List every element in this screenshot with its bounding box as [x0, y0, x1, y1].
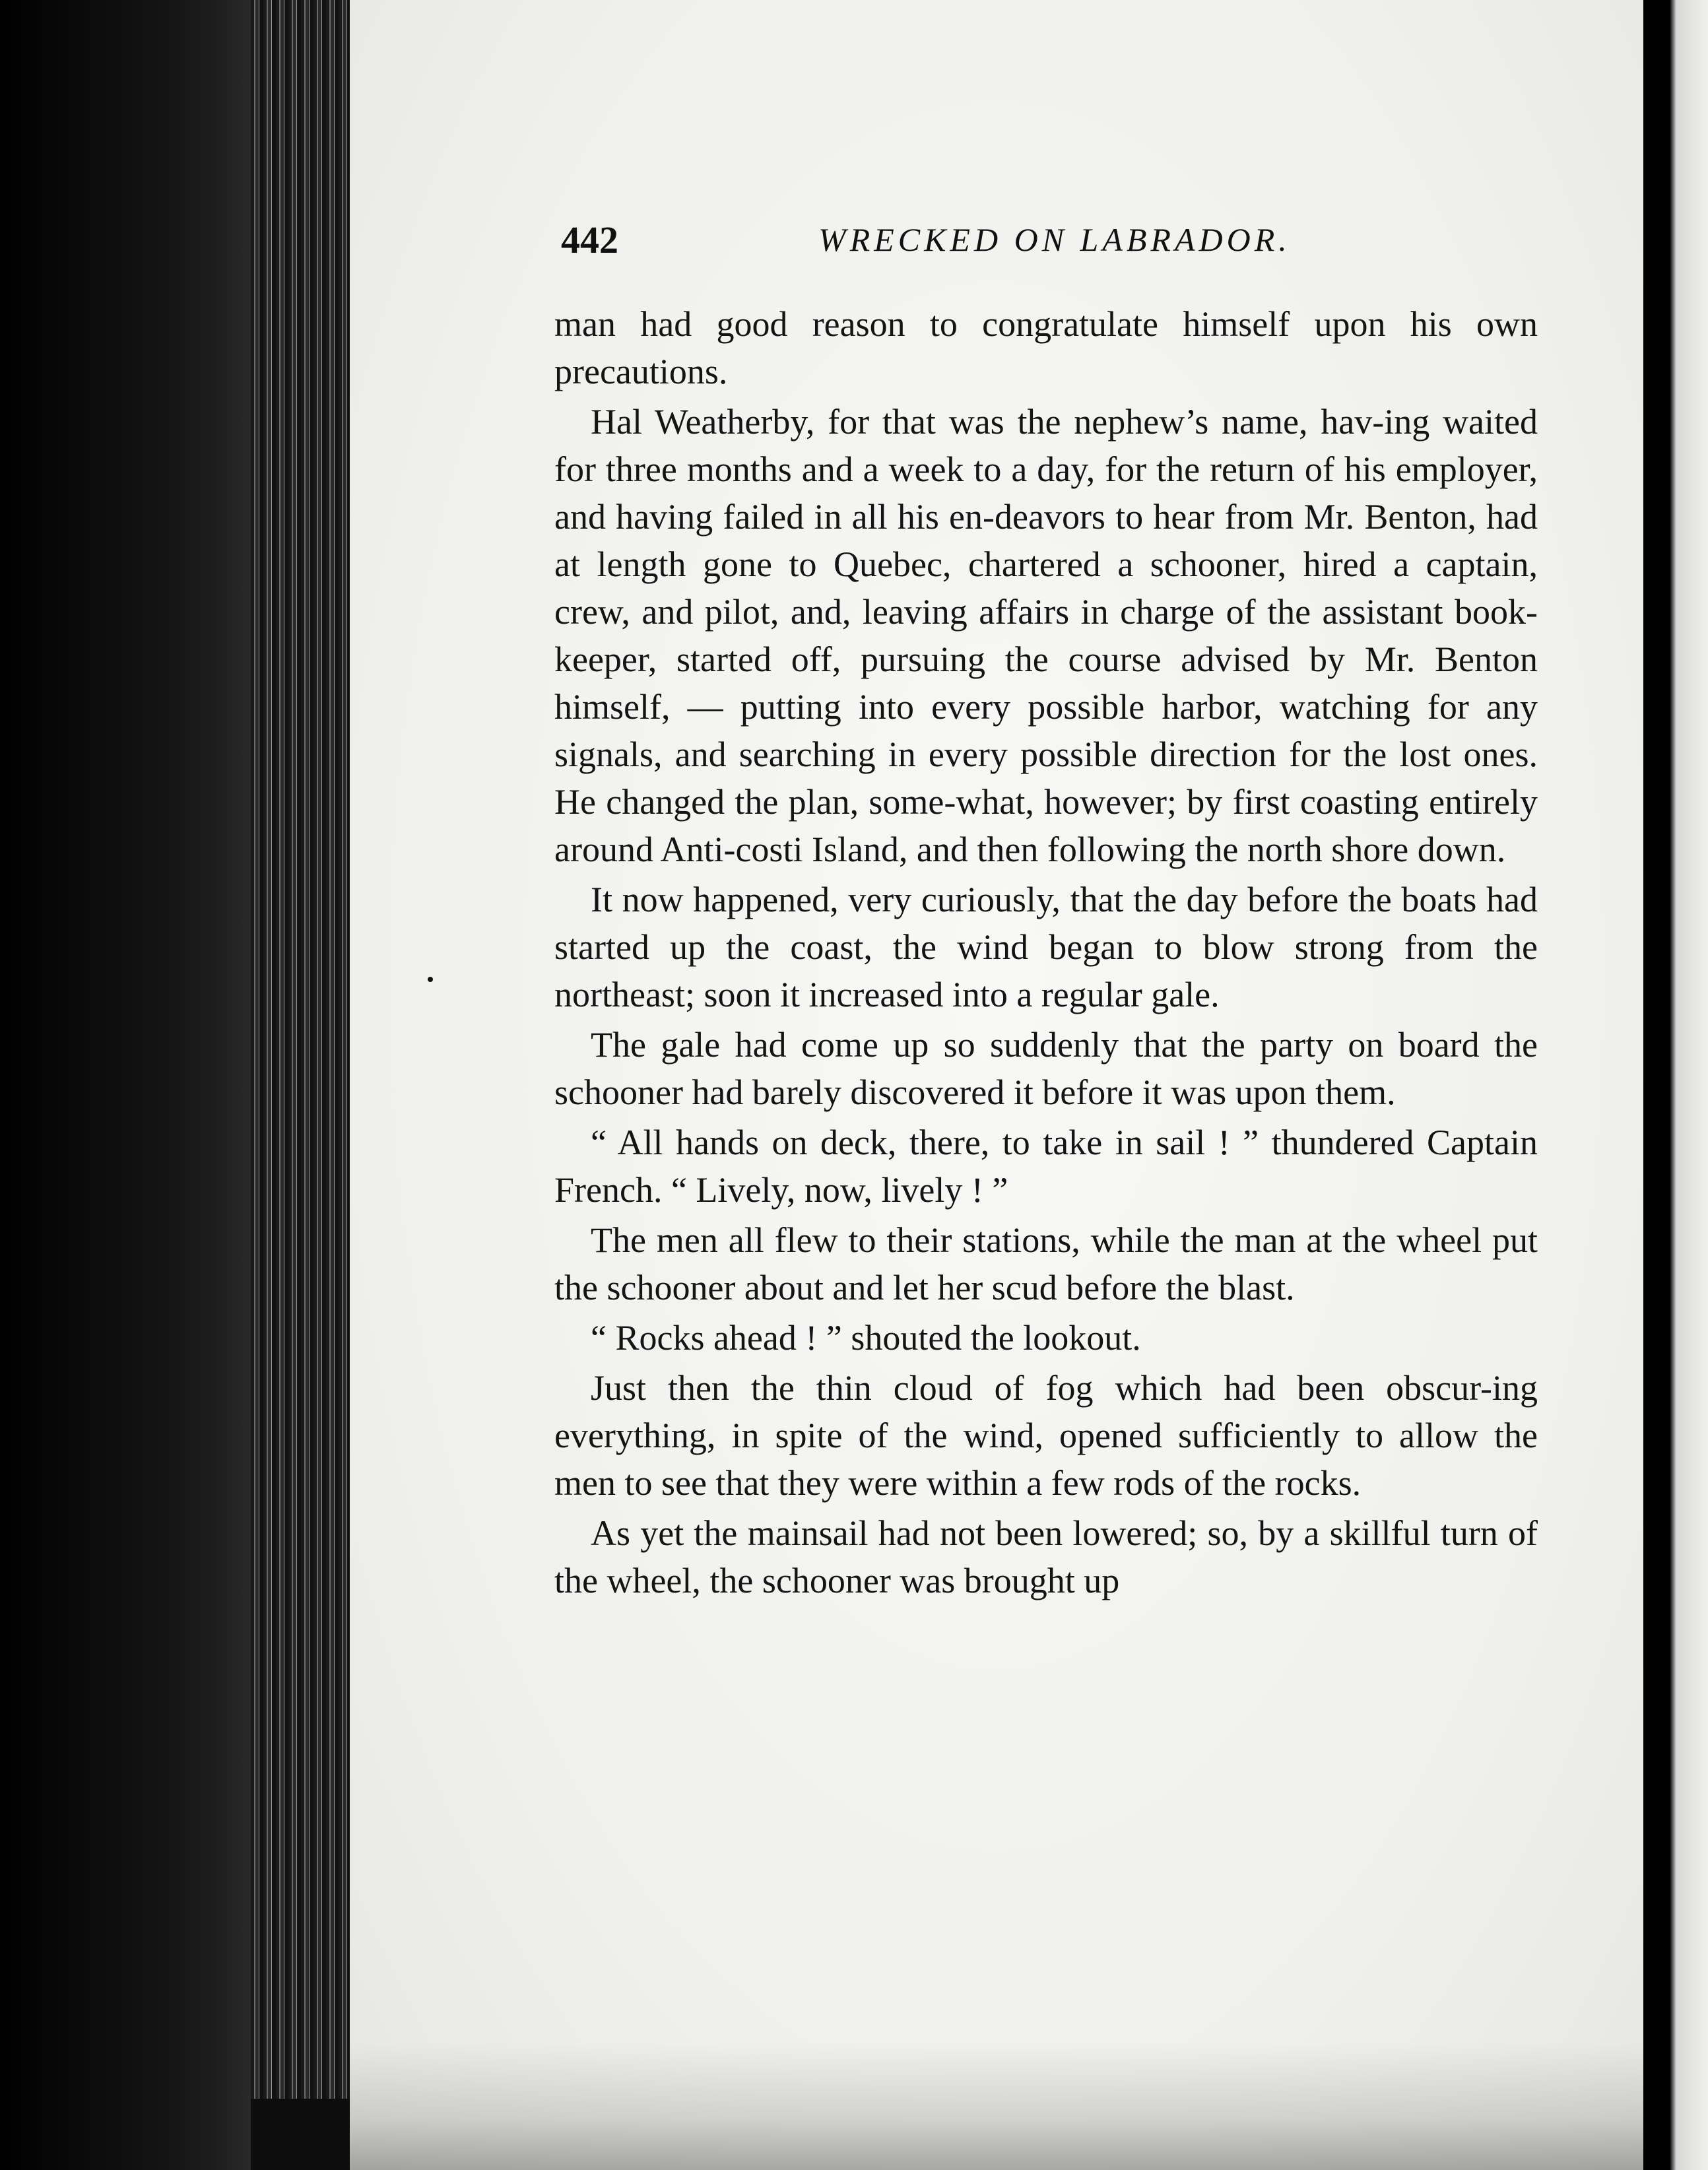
- page-header: [561, 218, 1551, 271]
- book-spine: [0, 0, 251, 2170]
- page-edges-shadow: [251, 2099, 350, 2170]
- paragraph: “ Rocks ahead ! ” shouted the lookout.: [591, 1318, 1141, 1358]
- paragraph: It now happened, very curiously, that the day before the boats had started up the coast, the wind began to blow strong from the northeast; soon it increased into a regular gale.: [554, 880, 1538, 1014]
- page-bottom-shadow: [350, 2043, 1643, 2170]
- page-number: 442: [561, 218, 618, 261]
- ink-speck: [428, 977, 433, 982]
- facing-page-sliver: [1670, 0, 1708, 2170]
- paragraph: “ All hands on deck, there, to take in sail ! ” thundered Captain French. “ Lively, now, lively ! ”: [554, 1123, 1538, 1210]
- paragraph: man had good reason to congratulate himself upon his own precautions.: [554, 304, 1538, 391]
- stacked-page-edges: [251, 0, 350, 2099]
- running-head: WRECKED ON LABRADOR.: [818, 221, 1291, 258]
- paragraph: The gale had come up so suddenly that the party on board the schooner had barely discovered it before it was upon them.: [554, 1025, 1538, 1112]
- paragraph: Hal Weatherby, for that was the nephew’s name, hav-ing waited for three months and a week to a day, for the return of his employer, and having failed in all his en-deavors to hear from Mr. Benton, had at length gone to Quebec, chartered a schooner, hired a captain, crew, and pilot, and, leaving affairs in charge of the assistant book-keeper, started off, pursuing the course advised by Mr. Benton himself, — putting into every possible harbor, watching for any signals, and searching in every possible direction for the lost ones. He changed the plan, some-what, however; by first coasting entirely around Anti-costi Island, and then following the north shore down.: [554, 402, 1538, 869]
- paragraph: As yet the mainsail had not been lowered; so, by a skillful turn of the wheel, the schooner was brought up: [554, 1513, 1538, 1600]
- body-text: [554, 300, 1538, 1607]
- paragraph: The men all flew to their stations, while the man at the wheel put the schooner about and let her scud before the blast.: [554, 1220, 1538, 1307]
- paragraph: Just then the thin cloud of fog which had been obscur-ing everything, in spite of the wind, opened sufficiently to allow the men to see that they were within a few rods of the rocks.: [554, 1368, 1538, 1503]
